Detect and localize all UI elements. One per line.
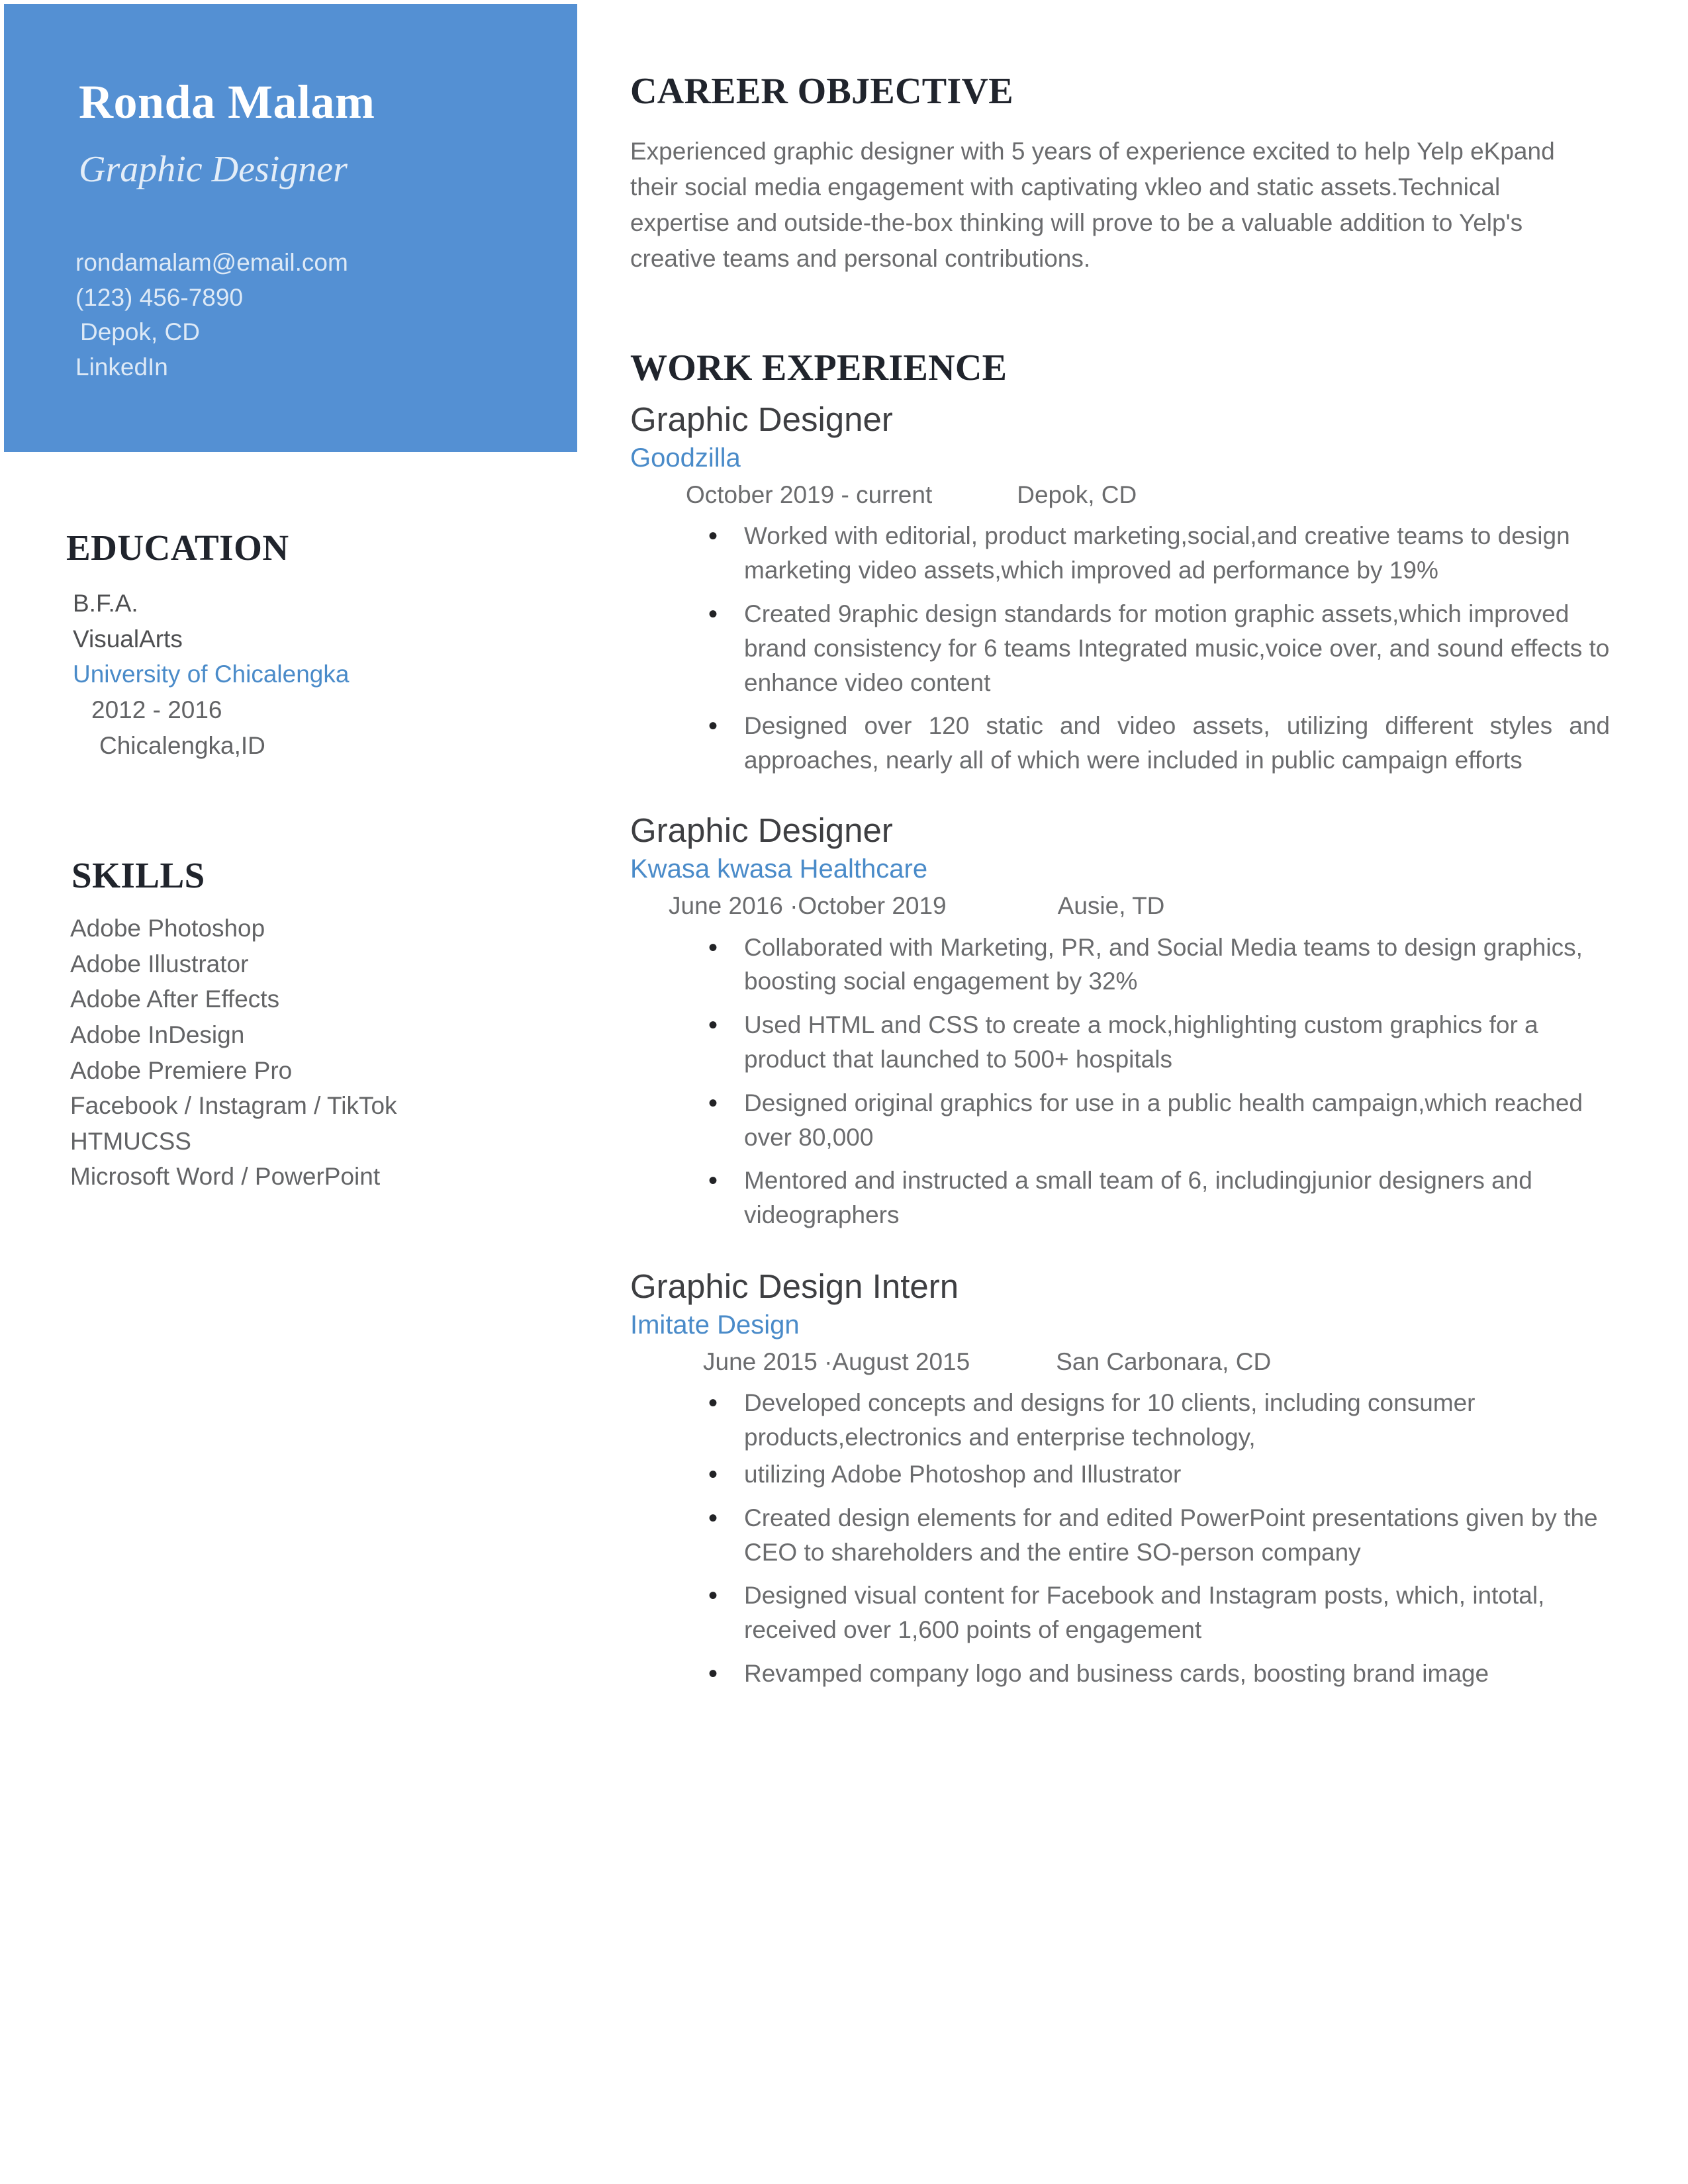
job-bullet: • utilizing Adobe Photoshop and Illustrator [704,1457,1610,1492]
work-experience-section [630,349,1610,1721]
candidate-name: Ronda Malam [79,75,375,128]
job-meta [630,891,1610,921]
job-role: Graphic Designer [630,400,893,438]
job-bullets [630,931,1610,1232]
job-bullet: • Used HTML and CSS to create a mock,highlighting custom graphics for a product that launched to 500+ hospitals [704,1008,1610,1077]
candidate-title: Graphic Designer [79,149,348,190]
job-bullet: • Created 9raphic design standards for motion graphic assets,which improved brand consistency for 6 teams Integrated music,voice over, and sound effects to enhance video content [704,597,1610,700]
skill-item: Facebook / Instagram / TikTok [70,1092,397,1120]
job-bullet: • Revamped company logo and business cards, boosting brand image [704,1657,1610,1691]
job-location: Ausie, TD [1057,892,1165,920]
career-objective-text: Experienced graphic designer with 5 years of experience excited to help Yelp eKpand their social media engagement with captivating vkleo and static assets.Technical expertise and outside-the-box thinking will prove to be a valuable addition to Yelp's creative teams and personal contributions. [630,138,1555,273]
education-years: 2012 - 2016 [91,696,222,723]
job-role: Graphic Designer [630,811,893,850]
job-bullets [630,1386,1610,1690]
job-meta [630,480,1610,510]
career-objective-section [630,73,1593,277]
job-bullet: • Designed original graphics for use in a public health campaign,which reached over 80,000 [704,1086,1610,1155]
job-bullet: • Developed concepts and designs for 10 clients, including consumer products,electronics and enterprise technology, [704,1386,1610,1455]
education-field: VisualArts [73,625,183,653]
contact-location: Depok, CD [80,318,200,346]
education-section [0,529,577,763]
job-bullet: • Mentored and instructed a small team of 6, includingjunior designers and videographers [704,1163,1610,1232]
education-school[interactable]: University of Chicalengka [73,660,350,688]
job-location: San Carbonara, CD [1056,1348,1272,1376]
job-list [630,401,1610,1691]
education-location: Chicalengka,ID [99,731,265,759]
job-dates: October 2019 - current [686,481,933,509]
job-bullet: • Designed visual content for Facebook and Instagram posts, which, intotal, received over 1,600 points of engagement [704,1578,1610,1647]
skill-item: Adobe Illustrator [70,950,249,978]
skill-item: Adobe Premiere Pro [70,1056,293,1084]
education-body [0,586,577,763]
job-entry [630,1268,1610,1691]
skills-list [0,911,577,1195]
job-dates: June 2015 ·August 2015 [703,1348,970,1376]
job-bullet: • Collaborated with Marketing, PR, and Social Media teams to design graphics, boosting social engagement by 32% [704,931,1610,999]
contact-block [75,246,539,385]
skill-item: Microsoft Word / PowerPoint [70,1163,381,1191]
job-role: Graphic Design Intern [630,1267,959,1305]
job-bullet: • Worked with editorial, product marketing,social,and creative teams to design marketing video assets,which improved ad performance by 19% [704,519,1610,588]
job-bullet: • Created design elements for and edited PowerPoint presentations given by the CEO to shareholders and the entire SO-person company [704,1501,1610,1570]
skill-item: HTMUCSS [70,1127,191,1155]
skills-section [0,857,577,1195]
skill-item: Adobe InDesign [70,1021,245,1048]
skills-heading: SKILLS [71,855,205,895]
job-bullet: • Designed over 120 static and video assets, utilizing different styles and approaches, nearly all of which were included in public campaign efforts [704,709,1610,778]
job-company[interactable]: Imitate Design [630,1310,800,1340]
education-degree: B.F.A. [73,590,138,617]
skill-item: Adobe Photoshop [70,915,265,942]
job-entry [630,812,1610,1232]
job-meta [630,1347,1610,1377]
job-location: Depok, CD [1017,481,1137,509]
job-entry [630,401,1610,778]
contact-email[interactable]: rondamalam@email.com [75,249,348,276]
job-bullets [630,519,1610,778]
education-heading: EDUCATION [66,527,289,568]
left-sidebar [0,0,577,2184]
skill-item: Adobe After Effects [70,985,280,1013]
job-company[interactable]: Goodzilla [630,443,741,473]
contact-phone[interactable]: (123) 456-7890 [75,283,244,311]
job-company[interactable]: Kwasa kwasa Healthcare [630,854,928,884]
contact-linkedin[interactable]: LinkedIn [75,353,168,381]
work-experience-heading: WORK EXPERIENCE [630,347,1008,388]
career-objective-heading: CAREER OBJECTIVE [630,71,1013,112]
header-banner [4,4,577,452]
job-dates: June 2016 ·October 2019 [669,892,947,920]
